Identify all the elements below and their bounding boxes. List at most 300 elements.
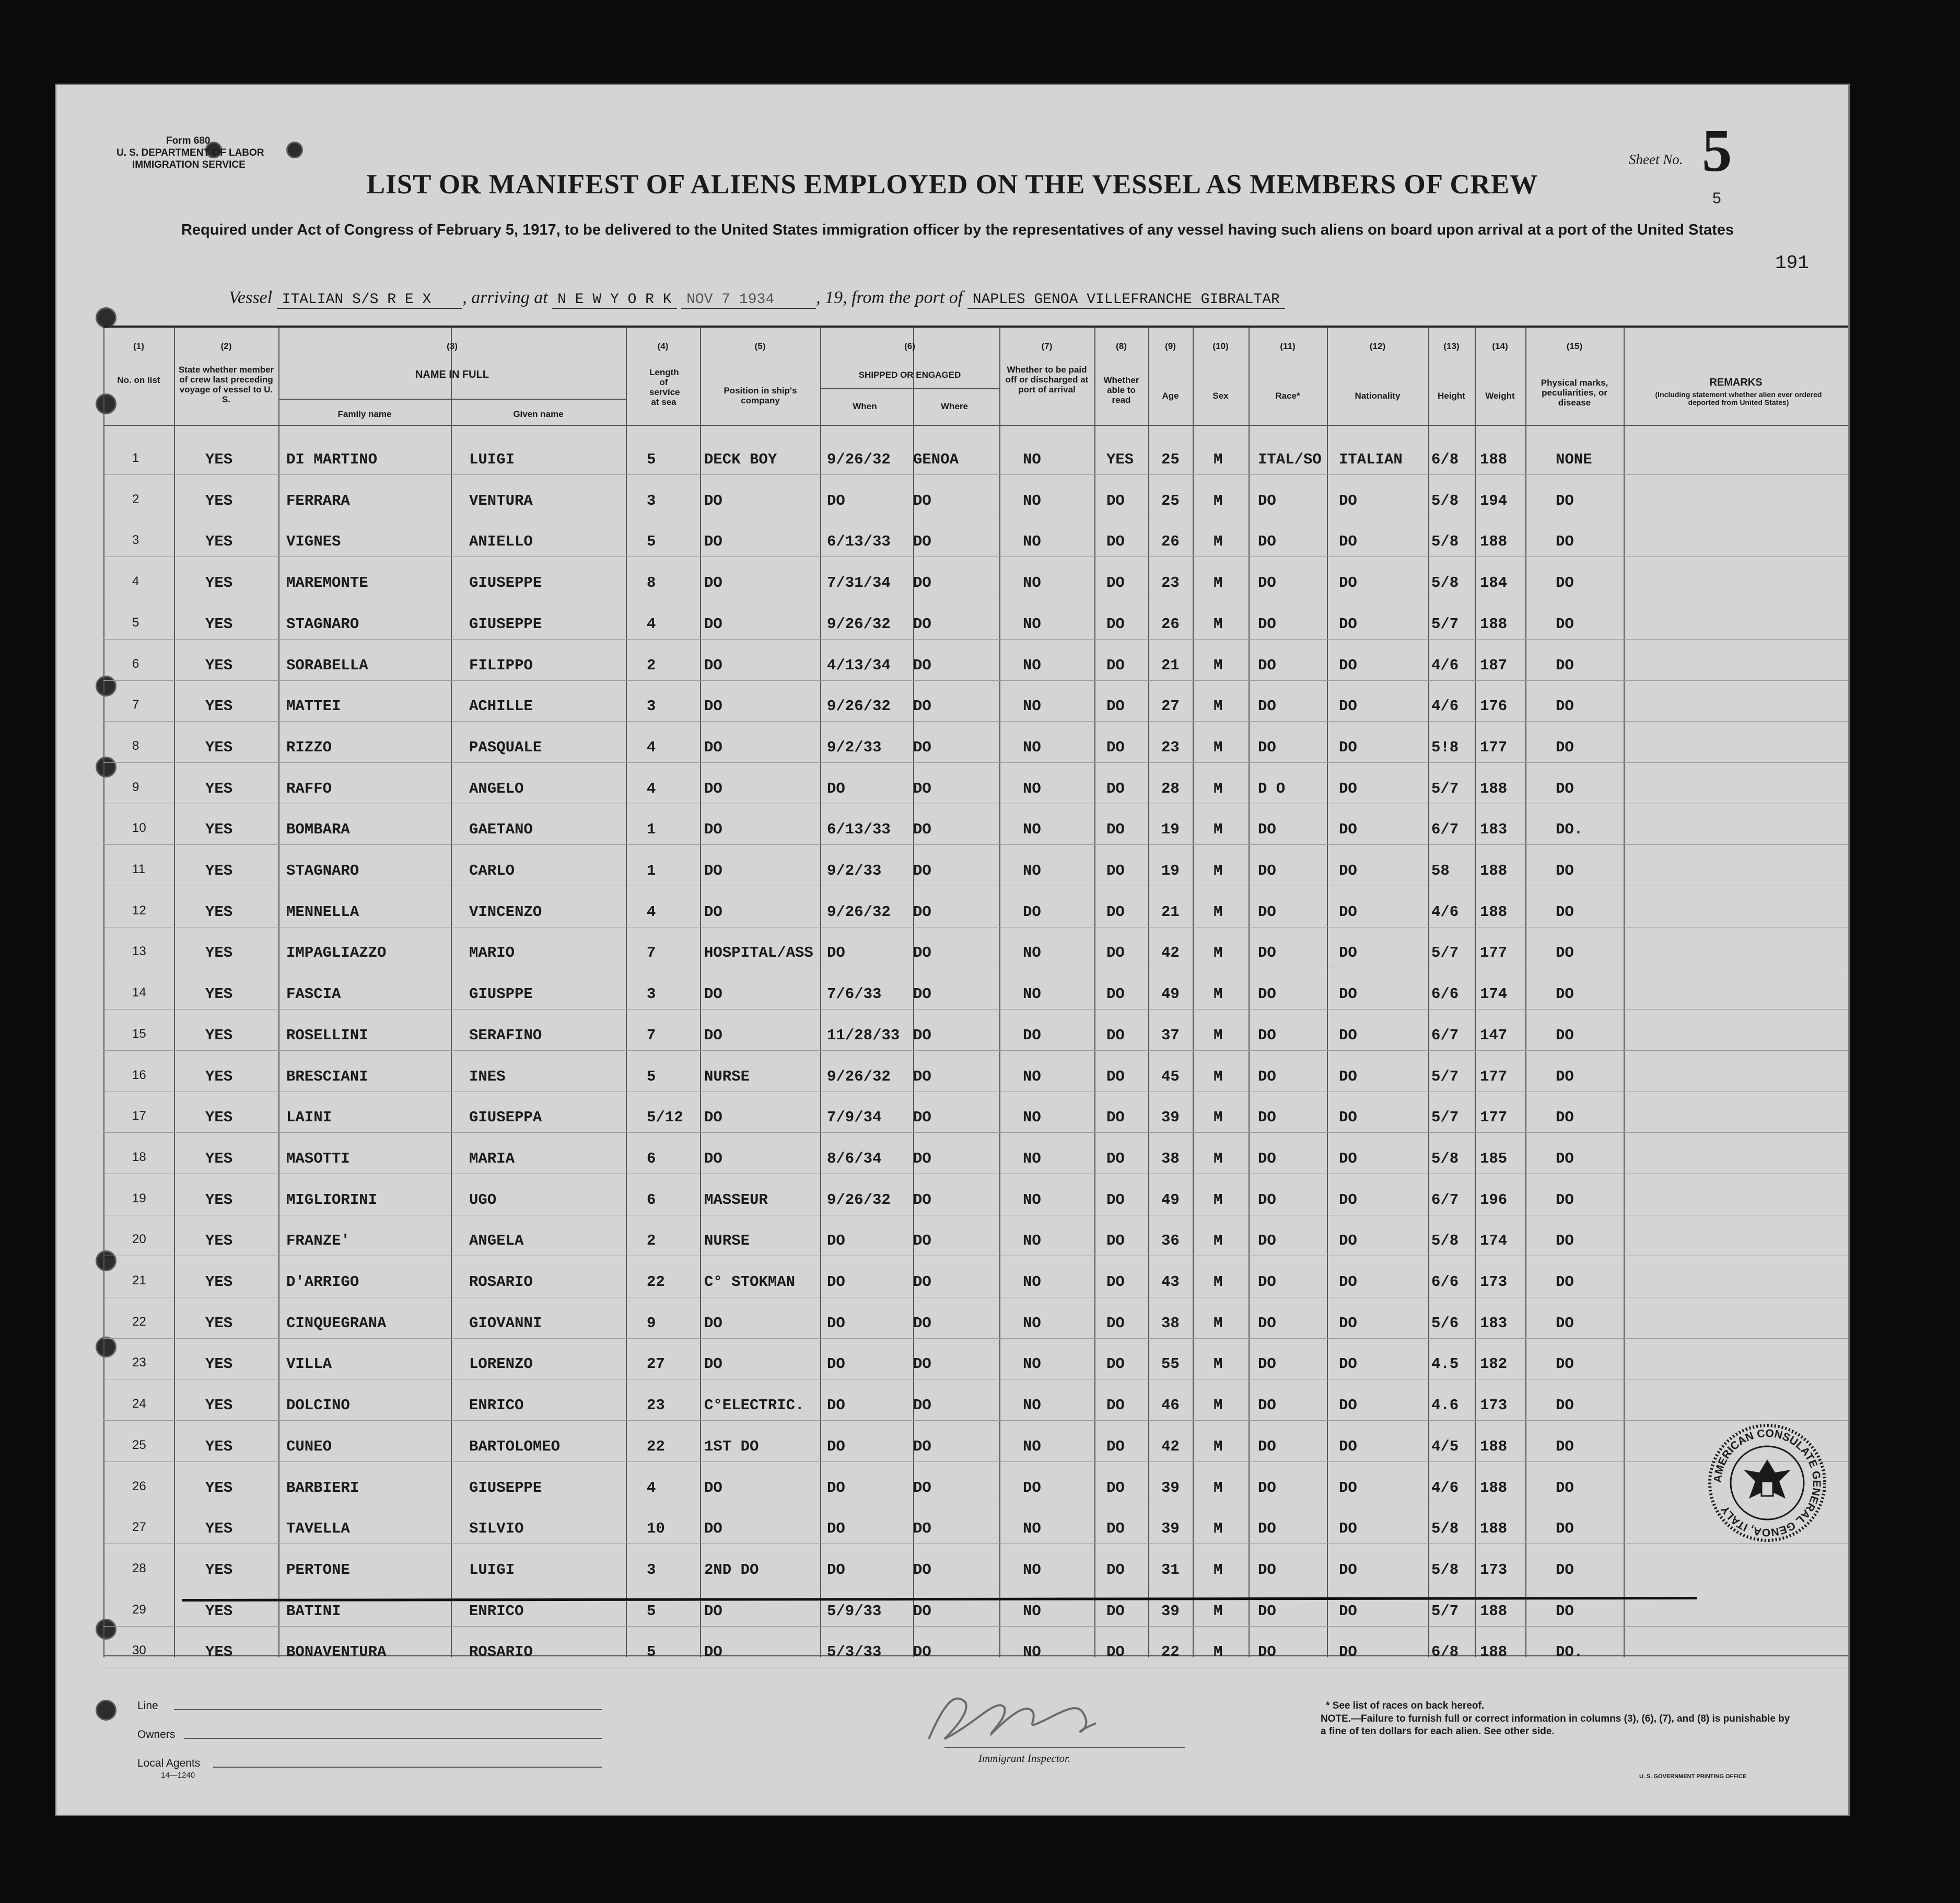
header-given-name: Given name [513, 409, 564, 419]
cell-length: 3 [647, 985, 656, 1003]
cell-race: DO [1258, 1315, 1276, 1332]
cell-paid: NO [1023, 1438, 1041, 1455]
cell-family: DOLCINO [286, 1397, 350, 1414]
cell-length: 5/12 [647, 1109, 683, 1126]
cell-age: 36 [1161, 1232, 1180, 1249]
arrival-port: N E W Y O R K [552, 292, 676, 309]
shipped-header-rule [820, 388, 999, 389]
cell-position: NURSE [704, 1068, 750, 1085]
cell-age: 26 [1161, 616, 1180, 633]
cell-nationality: DO [1339, 1232, 1357, 1249]
cell-height: 5/8 [1431, 492, 1459, 509]
consulate-stamp [1707, 1423, 1827, 1543]
cell-paid: DO [1023, 1479, 1041, 1496]
cell-weight: 188 [1480, 780, 1508, 797]
column-divider [1624, 328, 1625, 1657]
cell-family: FRANZE' [286, 1232, 350, 1249]
row-rule [103, 1132, 1848, 1133]
cell-sex: M [1214, 657, 1223, 674]
cell-given: GIUSEPPA [469, 1109, 542, 1126]
col-num: (7) [1041, 341, 1053, 351]
cell-family: BONAVENTURA [286, 1643, 387, 1661]
cell-given: ANGELA [469, 1232, 524, 1249]
cell-where: DO [913, 1397, 931, 1414]
cell-nationality: DO [1339, 533, 1357, 550]
cell-weight: 188 [1480, 533, 1508, 550]
races-note: * See list of races on back hereof. [1326, 1700, 1485, 1711]
cell-prev: YES [205, 1150, 233, 1167]
cell-when: 4/13/34 [827, 657, 891, 674]
cell-read: DO [1106, 944, 1125, 961]
cell-position: DO [704, 1603, 722, 1620]
cell-paid: NO [1023, 1315, 1041, 1332]
cell-length: 4 [647, 616, 656, 633]
cell-weight: 188 [1480, 862, 1508, 879]
cell-given: GIUSPPE [469, 985, 533, 1003]
cell-position: DO [704, 574, 722, 591]
header-name-in-full: NAME IN FULL [415, 369, 489, 380]
cell-where: DO [913, 1355, 931, 1373]
cell-marks: DO [1556, 492, 1574, 509]
row-rule [103, 680, 1848, 681]
cell-given: VINCENZO [469, 903, 542, 921]
cell-height: 5/7 [1431, 1109, 1459, 1126]
cell-race: DO [1258, 1479, 1276, 1496]
cell-family: VIGNES [286, 533, 341, 550]
cell-height: 6/6 [1431, 1273, 1459, 1291]
column-divider [700, 328, 701, 1657]
cell-position: DO [704, 616, 722, 633]
cell-prev: YES [205, 1603, 233, 1620]
cell-weight: 194 [1480, 492, 1508, 509]
cell-height: 6/7 [1431, 1191, 1459, 1209]
cell-sex: M [1214, 1027, 1223, 1044]
line-field [174, 1709, 602, 1710]
cell-family: TAVELLA [286, 1520, 350, 1537]
cell-read: DO [1106, 1150, 1125, 1167]
cell-paid: NO [1023, 616, 1041, 633]
cell-age: 26 [1161, 533, 1180, 550]
cell-paid: NO [1023, 821, 1041, 838]
cell-position: DO [704, 739, 722, 756]
cell-when: DO [827, 1561, 845, 1579]
cell-race: DO [1258, 1068, 1276, 1085]
header-where: Where [941, 401, 968, 411]
strike-through-line [182, 1597, 1697, 1602]
cell-age: 19 [1161, 862, 1180, 879]
header-age: Age [1162, 391, 1179, 401]
cell-height: 5/8 [1431, 1520, 1459, 1537]
cell-family: PERTONE [286, 1561, 350, 1579]
printer-imprint: U. S. GOVERNMENT PRINTING OFFICE [1639, 1773, 1747, 1780]
cell-family: BATINI [286, 1603, 341, 1620]
cell-no: 12 [132, 903, 146, 918]
cell-race: DO [1258, 862, 1276, 879]
inspector-label: Immigrant Inspector. [978, 1752, 1071, 1765]
cell-length: 4 [647, 739, 656, 756]
cell-nationality: DO [1339, 1438, 1357, 1455]
agents-form-number: 14—1240 [161, 1771, 195, 1780]
cell-sex: M [1214, 1520, 1223, 1537]
cell-race: DO [1258, 698, 1276, 715]
cell-nationality: DO [1339, 1109, 1357, 1126]
cell-where: DO [913, 698, 931, 715]
col-num: (2) [220, 341, 232, 351]
cell-paid: NO [1023, 492, 1041, 509]
cell-family: BRESCIANI [286, 1068, 368, 1085]
header-nationality: Nationality [1355, 391, 1401, 401]
cell-height: 4.6 [1431, 1397, 1459, 1414]
header-family-name: Family name [337, 409, 392, 419]
cell-family: RIZZO [286, 739, 332, 756]
cell-prev: YES [205, 533, 233, 550]
cell-prev: YES [205, 1232, 233, 1249]
cell-where: DO [913, 1150, 931, 1167]
header-when: When [853, 401, 877, 411]
column-divider [451, 328, 452, 1657]
cell-read: DO [1106, 1603, 1125, 1620]
cell-position: DO [704, 492, 722, 509]
cell-where: DO [913, 1643, 931, 1661]
cell-paid: NO [1023, 451, 1041, 468]
cell-prev: YES [205, 698, 233, 715]
cell-sex: M [1214, 698, 1223, 715]
cell-no: 17 [132, 1109, 146, 1123]
cell-family: CUNEO [286, 1438, 332, 1455]
inspector-signature-line [944, 1747, 1185, 1748]
cell-where: DO [913, 616, 931, 633]
cell-read: DO [1106, 1397, 1125, 1414]
punch-hole [96, 307, 116, 328]
cell-age: 27 [1161, 698, 1180, 715]
cell-race: DO [1258, 1355, 1276, 1373]
cell-age: 39 [1161, 1520, 1180, 1537]
cell-height: 5/8 [1431, 574, 1459, 591]
cell-sex: M [1214, 1438, 1223, 1455]
cell-age: 43 [1161, 1273, 1180, 1291]
cell-marks: DO [1556, 574, 1574, 591]
cell-prev: YES [205, 616, 233, 633]
cell-given: ACHILLE [469, 698, 533, 715]
cell-race: DO [1258, 1273, 1276, 1291]
cell-age: 42 [1161, 1438, 1180, 1455]
cell-prev: YES [205, 1643, 233, 1661]
agents-field [213, 1767, 602, 1768]
cell-prev: YES [205, 821, 233, 838]
cell-length: 4 [647, 1479, 656, 1496]
cell-prev: YES [205, 780, 233, 797]
cell-where: DO [913, 1479, 931, 1496]
cell-paid: NO [1023, 1561, 1041, 1579]
cell-where: DO [913, 1191, 931, 1209]
cell-nationality: DO [1339, 1643, 1357, 1661]
cell-age: 31 [1161, 1561, 1180, 1579]
cell-given: FILIPPO [469, 657, 533, 674]
cell-sex: M [1214, 1561, 1223, 1579]
cell-no: 19 [132, 1191, 146, 1205]
cell-paid: NO [1023, 533, 1041, 550]
cell-race: DO [1258, 1603, 1276, 1620]
punch-hole [96, 1700, 116, 1721]
sheet-label: Sheet No. [1629, 152, 1683, 167]
cell-age: 39 [1161, 1479, 1180, 1496]
cell-position: DO [704, 985, 722, 1003]
penalty-note: NOTE.—Failure to furnish full or correct information in columns (3), (6), (7), and (8) is punishable by a fine of ten dollars for each alien. See other side. [1321, 1713, 1790, 1737]
cell-length: 2 [647, 1232, 656, 1249]
cell-prev: YES [205, 1273, 233, 1291]
cell-age: 55 [1161, 1355, 1180, 1373]
cell-family: DI MARTINO [286, 451, 378, 468]
cell-paid: NO [1023, 698, 1041, 715]
cell-no: 14 [132, 985, 146, 1000]
cell-prev: YES [205, 1520, 233, 1537]
cell-where: DO [913, 1232, 931, 1249]
cell-where: DO [913, 821, 931, 838]
cell-prev: YES [205, 1027, 233, 1044]
cell-where: DO [913, 574, 931, 591]
cell-race: DO [1258, 1397, 1276, 1414]
cell-marks: DO [1556, 1191, 1574, 1209]
cell-height: 5/8 [1431, 1561, 1459, 1579]
owners-label: Owners [137, 1728, 176, 1740]
punch-hole [96, 1619, 116, 1640]
vessel-name: ITALIAN S/S R E X [277, 292, 463, 309]
page-title: LIST OR MANIFEST OF ALIENS EMPLOYED ON THE VESSEL AS MEMBERS OF CREW [366, 169, 1538, 200]
cell-prev: YES [205, 1191, 233, 1209]
cell-when: DO [827, 1479, 845, 1496]
cell-no: 2 [132, 492, 139, 506]
cell-where: DO [913, 492, 931, 509]
cell-height: 6/8 [1431, 451, 1459, 468]
row-rule [103, 844, 1848, 845]
cell-position: NURSE [704, 1232, 750, 1249]
cell-weight: 196 [1480, 1191, 1508, 1209]
cell-height: 4/6 [1431, 698, 1459, 715]
cell-paid: NO [1023, 1355, 1041, 1373]
inspector-signature [913, 1681, 1174, 1749]
cell-height: 5/7 [1431, 616, 1459, 633]
cell-age: 49 [1161, 985, 1180, 1003]
row-rule [103, 639, 1848, 640]
cell-weight: 182 [1480, 1355, 1508, 1373]
cell-position: DO [704, 1355, 722, 1373]
cell-prev: YES [205, 574, 233, 591]
cell-nationality: DO [1339, 616, 1357, 633]
cell-marks: DO [1556, 1027, 1574, 1044]
cell-height: 5/7 [1431, 944, 1459, 961]
cell-paid: NO [1023, 1273, 1041, 1291]
cell-nationality: DO [1339, 1191, 1357, 1209]
cell-weight: 185 [1480, 1150, 1508, 1167]
cell-length: 5 [647, 1643, 656, 1661]
cell-position: C°ELECTRIC. [704, 1397, 804, 1414]
cell-marks: DO [1556, 1150, 1574, 1167]
cell-weight: 188 [1480, 451, 1508, 468]
cell-sex: M [1214, 985, 1223, 1003]
cell-length: 3 [647, 1561, 656, 1579]
header-sex: Sex [1212, 391, 1229, 401]
cell-position: DO [704, 1520, 722, 1537]
cell-prev: YES [205, 944, 233, 961]
cell-given: BARTOLOMEO [469, 1438, 561, 1455]
row-rule [103, 474, 1848, 475]
cell-height: 4/5 [1431, 1438, 1459, 1455]
cell-read: DO [1106, 1315, 1125, 1332]
cell-paid: NO [1023, 1109, 1041, 1126]
col-num: (9) [1165, 341, 1176, 351]
cell-no: 3 [132, 533, 139, 547]
cell-when: 6/13/33 [827, 533, 891, 550]
form-department-line: U. S. DEPARTMENT OF LABOR [116, 147, 264, 158]
cell-position: DO [704, 533, 722, 550]
header-physical: Physical marks, peculiarities, or disease [1541, 378, 1608, 408]
cell-when: DO [827, 1273, 845, 1291]
cell-nationality: DO [1339, 657, 1357, 674]
cell-nationality: DO [1339, 1273, 1357, 1291]
cell-age: 46 [1161, 1397, 1180, 1414]
cell-read: YES [1106, 451, 1134, 468]
cell-length: 9 [647, 1315, 656, 1332]
cell-prev: YES [205, 1109, 233, 1126]
cell-when: 9/26/32 [827, 903, 891, 921]
cell-given: ROSARIO [469, 1273, 533, 1291]
cell-length: 27 [647, 1355, 665, 1373]
col-num: (6) [904, 341, 915, 351]
cell-given: LUIGI [469, 451, 515, 468]
cell-where: DO [913, 903, 931, 921]
cell-family: MIGLIORINI [286, 1191, 378, 1209]
cell-age: 21 [1161, 657, 1180, 674]
header-rule [103, 326, 1848, 328]
cell-read: DO [1106, 1643, 1125, 1661]
cell-length: 4 [647, 903, 656, 921]
cell-sex: M [1214, 492, 1223, 509]
cell-race: DO [1258, 574, 1276, 591]
cell-sex: M [1214, 1643, 1223, 1661]
cell-age: 21 [1161, 903, 1180, 921]
cell-weight: 176 [1480, 698, 1508, 715]
cell-nationality: DO [1339, 1479, 1357, 1496]
punch-hole [96, 676, 116, 697]
cell-given: LUIGI [469, 1561, 515, 1579]
cell-read: DO [1106, 862, 1125, 879]
cell-prev: YES [205, 657, 233, 674]
cell-where: DO [913, 1561, 931, 1579]
cell-read: DO [1106, 698, 1125, 715]
column-divider [1525, 328, 1526, 1657]
cell-paid: NO [1023, 739, 1041, 756]
cell-nationality: DO [1339, 1068, 1357, 1085]
col-num: (14) [1492, 341, 1508, 351]
page-number: 191 [1775, 252, 1809, 274]
cell-marks: DO [1556, 780, 1574, 797]
cell-race: DO [1258, 903, 1276, 921]
cell-given: CARLO [469, 862, 515, 879]
cell-sex: M [1214, 1150, 1223, 1167]
cell-family: MENNELLA [286, 903, 359, 921]
cell-sex: M [1214, 1232, 1223, 1249]
header-remarks-sub: (Including statement whether alien ever ordered deported from United States) [1655, 390, 1822, 407]
cell-no: 29 [132, 1603, 146, 1617]
cell-when: DO [827, 780, 845, 797]
cell-no: 9 [132, 780, 139, 794]
cell-read: DO [1106, 1109, 1125, 1126]
cell-weight: 173 [1480, 1397, 1508, 1414]
punch-hole [286, 142, 303, 158]
row-rule [103, 1626, 1848, 1627]
cell-paid: DO [1023, 903, 1041, 921]
header-no-on-list: No. on list [117, 375, 160, 385]
cell-position: DO [704, 1150, 722, 1167]
cell-family: IMPAGLIAZZO [286, 944, 387, 961]
cell-length: 5 [647, 1603, 656, 1620]
cell-nationality: DO [1339, 1027, 1357, 1044]
cell-sex: M [1214, 862, 1223, 879]
cell-given: GAETANO [469, 821, 533, 838]
column-divider [1148, 328, 1149, 1657]
cell-length: 10 [647, 1520, 665, 1537]
cell-position: DO [704, 862, 722, 879]
cell-marks: DO [1556, 1068, 1574, 1085]
cell-read: DO [1106, 616, 1125, 633]
from-ports: NAPLES GENOA VILLEFRANCHE GIBRALTAR [967, 292, 1285, 309]
cell-given: PASQUALE [469, 739, 542, 756]
cell-prev: YES [205, 1397, 233, 1414]
cell-read: DO [1106, 821, 1125, 838]
cell-paid: NO [1023, 1191, 1041, 1209]
column-divider [278, 328, 279, 1657]
cell-marks: DO [1556, 616, 1574, 633]
cell-where: DO [913, 1315, 931, 1332]
cell-race: DO [1258, 1520, 1276, 1537]
header-remarks: REMARKS [1709, 377, 1763, 388]
punch-hole [96, 393, 116, 414]
cell-weight: 177 [1480, 944, 1508, 961]
cell-read: DO [1106, 903, 1125, 921]
cell-sex: M [1214, 451, 1223, 468]
cell-prev: YES [205, 862, 233, 879]
cell-marks: DO [1556, 1315, 1574, 1332]
cell-sex: M [1214, 780, 1223, 797]
cell-position: DO [704, 657, 722, 674]
cell-race: DO [1258, 657, 1276, 674]
cell-read: DO [1106, 1520, 1125, 1537]
cell-family: CINQUEGRANA [286, 1315, 387, 1332]
form-number-line: Form 680 [166, 135, 211, 146]
cell-family: MAREMONTE [286, 574, 368, 591]
cell-marks: DO [1556, 1438, 1574, 1455]
cell-weight: 173 [1480, 1273, 1508, 1291]
column-divider [999, 328, 1000, 1657]
cell-when: DO [827, 1438, 845, 1455]
cell-given: SERAFINO [469, 1027, 542, 1044]
row-rule [103, 762, 1848, 763]
cell-length: 6 [647, 1150, 656, 1167]
cell-nationality: DO [1339, 780, 1357, 797]
header-weight: Weight [1485, 391, 1515, 401]
cell-when: DO [827, 944, 845, 961]
cell-position: MASSEUR [704, 1191, 768, 1209]
cell-paid: NO [1023, 862, 1041, 879]
cell-when: 7/6/33 [827, 985, 882, 1003]
cell-marks: DO [1556, 903, 1574, 921]
cell-weight: 188 [1480, 903, 1508, 921]
name-header-rule [278, 399, 626, 400]
cell-race: ITAL/SO [1258, 451, 1322, 468]
cell-no: 10 [132, 821, 146, 835]
cell-when: 9/26/32 [827, 616, 891, 633]
cell-weight: 188 [1480, 1479, 1508, 1496]
